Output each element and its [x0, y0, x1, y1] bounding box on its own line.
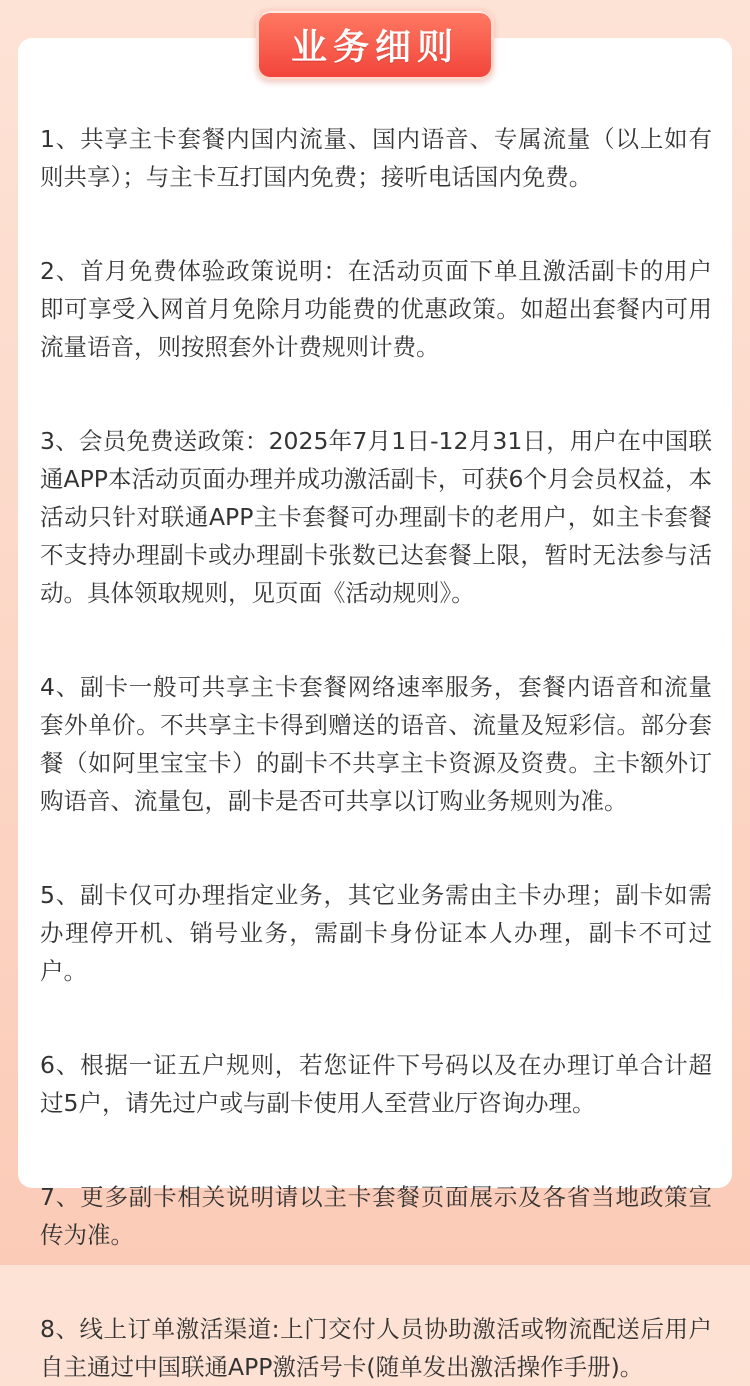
rule-item-3: 3、会员免费送政策：2025年7月1日-12月31日，用户在中国联通APP本活动页面办理并成功激活副卡，可获6个月会员权益，本活动只针对联通APP主卡套餐可办理副卡的老用户，如主卡套餐不支持办理副卡或办理副卡张数已达套餐上限，暂时无法参与活动。具体领取规则，见页面《活动规则》。 — [40, 427, 712, 607]
rule-item-8: 8、线上订单激活渠道:上门交付人员协助激活或物流配送后用户自主通过中国联通APP激活号卡(随单发出激活操作手册)。 — [40, 1315, 712, 1381]
rule-item-2: 2、首月免费体验政策说明：在活动页面下单且激活副卡的用户即可享受入网首月免除月功能费的优惠政策。如超出套餐内可用流量语音，则按照套外计费规则计费。 — [40, 257, 712, 361]
rule-item-7: 7、更多副卡相关说明请以主卡套餐页面展示及各省当地政策宣传为准。 — [40, 1183, 712, 1249]
page-title: 业务细则 — [290, 26, 459, 68]
title-badge — [256, 8, 494, 80]
rule-item-6: 6、根据一证五户规则，若您证件下号码以及在办理订单合计超过5户，请先过户或与副卡使用人至营业厅咨询办理。 — [40, 1051, 712, 1117]
rules-list — [40, 120, 712, 1386]
rule-item-5: 5、副卡仅可办理指定业务，其它业务需由主卡办理；副卡如需办理停开机、销号业务，需副卡身份证本人办理，副卡不可过户。 — [40, 881, 712, 985]
rule-item-1: 1、共享主卡套餐内国内流量、国内语音、专属流量（以上如有则共享）；与主卡互打国内免费；接听电话国内免费。 — [40, 125, 712, 191]
rule-item-4: 4、副卡一般可共享主卡套餐网络速率服务，套餐内语音和流量套外单价。不共享主卡得到赠送的语音、流量及短彩信。部分套餐（如阿里宝宝卡）的副卡不共享主卡资源及资费。主卡额外订购语音、流量包，副卡是否可共享以订购业务规则为准。 — [40, 673, 712, 815]
